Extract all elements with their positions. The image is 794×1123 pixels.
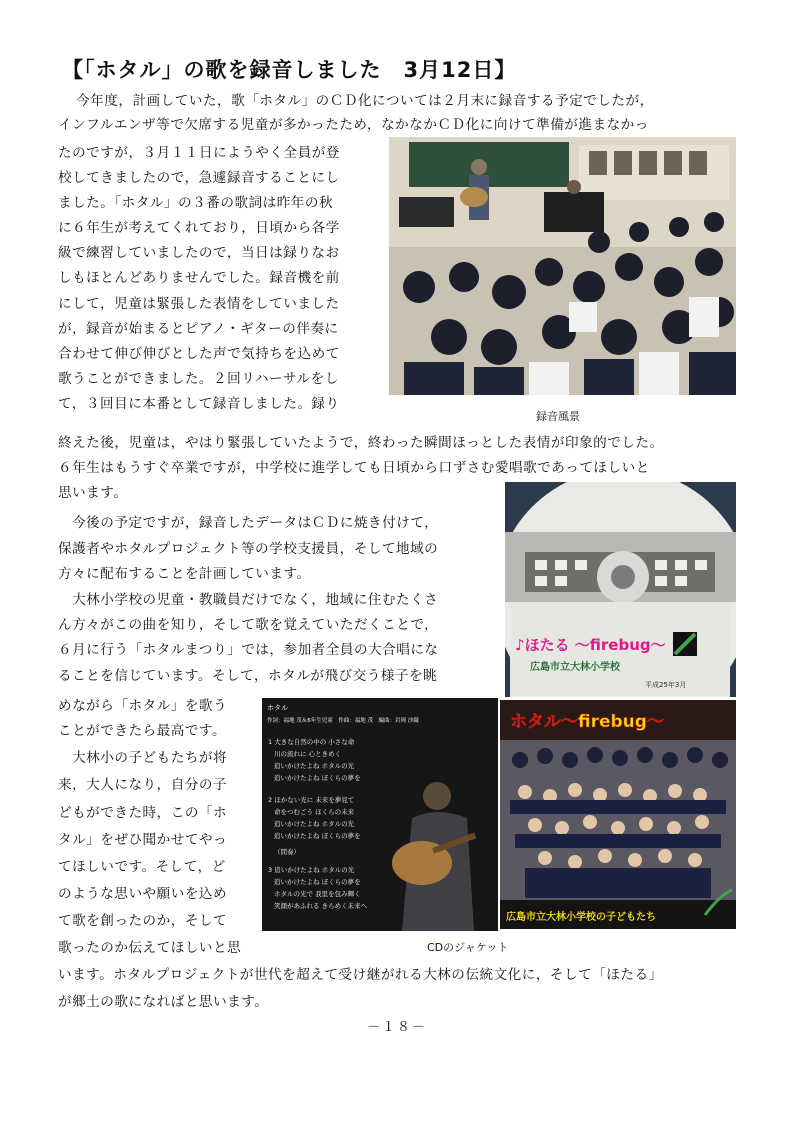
body-line: 歌うことができました。２回リハーサルをし — [58, 371, 339, 387]
body-line: のような思いや願いを込め — [58, 886, 228, 902]
body-line: ６年生はもうすぐ卒業ですが，中学校に進学しても日頃から口ずさむ愛唱歌であってほしいと — [58, 460, 650, 476]
body-line: 今年度，計画していた，歌「ホタル」のＣＤ化については２月末に録音する予定でしたが， — [62, 93, 654, 109]
body-line: 大林小の子どもたちが将 — [58, 750, 228, 766]
jacket-footer: 広島市立大林小学校の子どもたち — [506, 912, 656, 923]
lyric-line: （間奏） — [274, 848, 300, 856]
cd-school: 広島市立大林小学校 — [530, 662, 620, 673]
jacket-credits: 作詞：福地 茂＆6年生児童 作曲：福地 茂 編曲：岩岡 沙織 — [267, 718, 419, 724]
page-number: －１８－ — [366, 1020, 427, 1035]
body-line: が郷土の歌になればと思います。 — [58, 994, 269, 1010]
lyric-line: 川の流れに 心ときめく — [274, 750, 342, 758]
body-line: 歌ったのか伝えてほしいと思 — [58, 940, 242, 956]
body-line: 今後の予定ですが，録音したデータはＣＤに焼き付けて， — [58, 515, 439, 531]
lyric-line: 追いかけたよね ホタルの光 — [274, 762, 355, 770]
jacket-left-photo — [262, 698, 498, 931]
cd-title: ♪ほたる ～firebug～ — [515, 636, 666, 654]
body-line: 校してきましたので，急遽録音することにし — [58, 170, 340, 186]
body-line: 来，大人になり，自分の子 — [58, 777, 228, 793]
lyric-line: 追いかけたよね ぼくらの夢を — [274, 774, 361, 782]
lyric-line: 1 大きな自然の中の 小さな命 — [268, 738, 355, 746]
body-line: しもほとんどありませんでした。録音機を前 — [58, 270, 340, 286]
lyric-line: 追いかけたよね ホタルの光 — [274, 820, 355, 828]
body-line: ることを信じています。そして，ホタルが飛び交う様子を眺 — [58, 668, 438, 684]
page-title: 【「ホタル」の歌を録音しました 3月12日】 — [62, 58, 517, 82]
recording-caption: 録音風景 — [536, 410, 580, 423]
lyric-line: 追いかけたよね ぼくらの夢を — [274, 878, 361, 886]
body-line: 合わせて伸び伸びとした声で気持ちを込めて — [58, 346, 340, 362]
body-line: タル」をぜひ聞かせてやっ — [58, 832, 228, 848]
body-line: が，録音が始まるとピアノ・ギターの伴奏に — [58, 321, 339, 337]
jacket-song: ホタル — [267, 704, 288, 712]
body-line: 大林小学校の児童・教職員だけでなく，地域に住むたくさ — [58, 592, 439, 608]
body-line: います。ホタルプロジェクトが世代を超えて受け継がれる大林の伝統文化に，そして「ほたる」 — [58, 967, 663, 983]
lyric-line: 3 追いかけたよね ホタルの光 — [268, 866, 355, 874]
body-line: てほしいです。そして，ど — [58, 859, 226, 875]
body-line: 終えた後，児童は，やはり緊張していたようで，終わった瞬間ほっとした表情が印象的でした。 — [58, 435, 664, 451]
jacket-title: ホタル～firebug～ — [510, 712, 664, 732]
body-line: ６月に行う「ホタルまつり」では，参加者全員の大合唱にな — [58, 642, 439, 658]
body-line: 方々に配布することを計画しています。 — [58, 566, 311, 582]
jacket-right-photo — [500, 700, 736, 929]
lyric-line: 命をつむごう ほくらの未来 — [274, 808, 355, 816]
lyric-line: 笑顔があふれる きらめく未来へ — [274, 902, 368, 910]
body-line: て，３回目に本番として録音しました。録り — [58, 396, 340, 412]
cd-photo — [505, 482, 736, 697]
body-line: 級で練習していましたので，当日は録りなお — [58, 245, 340, 261]
body-line: 保護者やホタルプロジェクト等の学校支援員，そして地域の — [58, 541, 439, 557]
body-line: ことができたら最高です。 — [58, 723, 227, 739]
body-line: ん方々がこの曲を知り，そして歌を覚えていただくことで， — [58, 617, 439, 633]
recording-photo — [389, 137, 736, 395]
body-line: にして，児童は緊張した表情をしていました — [58, 296, 340, 312]
lyric-line: 2 ほかない光に 未来を夢見て — [268, 796, 355, 804]
body-line: ました。「ホタル」の３番の歌詞は昨年の秋 — [58, 195, 334, 211]
body-line: たのですが，３月１１日にようやく全員が登 — [58, 145, 340, 161]
body-line: て歌を創ったのか，そして — [58, 913, 228, 929]
body-line: 思います。 — [58, 485, 128, 501]
body-line: インフルエンザ等で欠席する児童が多かったため，なかなかＣＤ化に向けて準備が進まなかっ — [58, 117, 649, 133]
lyric-line: ホタルの光で 我里を包み輝く — [274, 890, 361, 898]
body-line: に６年生が考えてくれており，日頃から各学 — [58, 220, 340, 236]
body-line: どもができた時，この「ホ — [58, 805, 228, 821]
lyric-line: 追いかけたよね ぼくらの夢を — [274, 832, 361, 840]
body-line: めながら「ホタル」を歌う — [58, 698, 228, 714]
cd-date: 平成25年3月 — [645, 681, 687, 689]
jacket-caption: CDのジャケット — [427, 941, 509, 954]
